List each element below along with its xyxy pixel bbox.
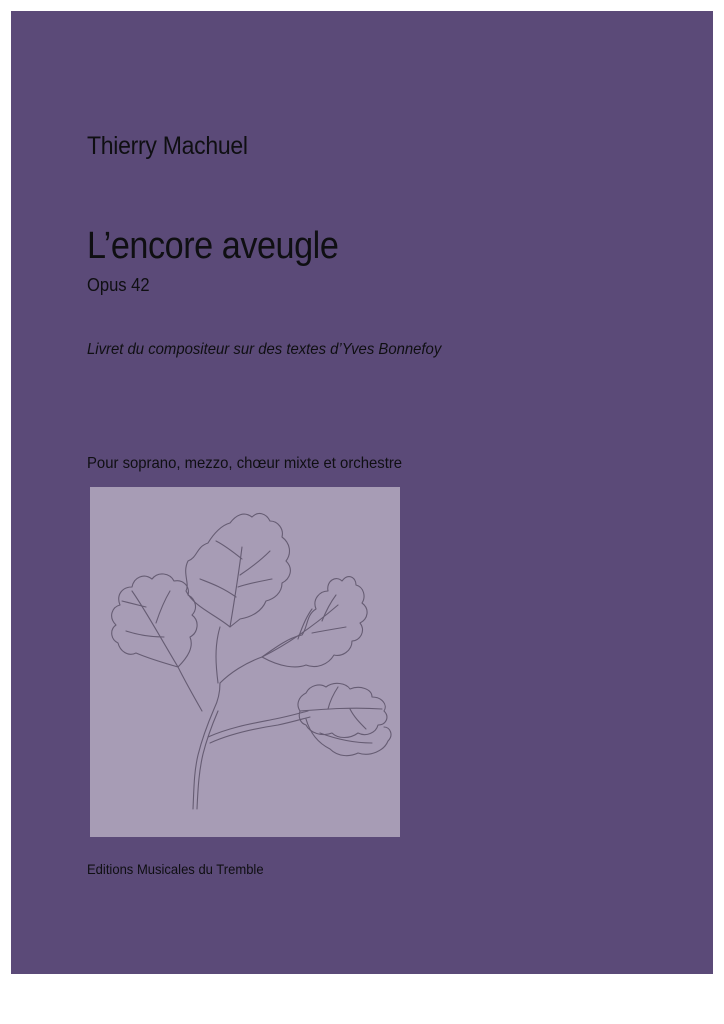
- scoring-line: Pour soprano, mezzo, chœur mixte et orchestre: [87, 455, 403, 472]
- cover-panel: [11, 11, 713, 974]
- opus-number: Opus 42: [87, 275, 150, 295]
- leaf-illustration: [90, 487, 400, 837]
- composer-name: Thierry Machuel: [87, 132, 248, 160]
- publisher-name: Editions Musicales du Tremble: [87, 861, 264, 877]
- libretto-credit: Livret du compositeur sur des textes d’Yves Bonnefoy: [87, 341, 442, 358]
- leaf-branch-sketch-icon: [90, 487, 400, 837]
- work-title: L’encore aveugle: [87, 225, 339, 267]
